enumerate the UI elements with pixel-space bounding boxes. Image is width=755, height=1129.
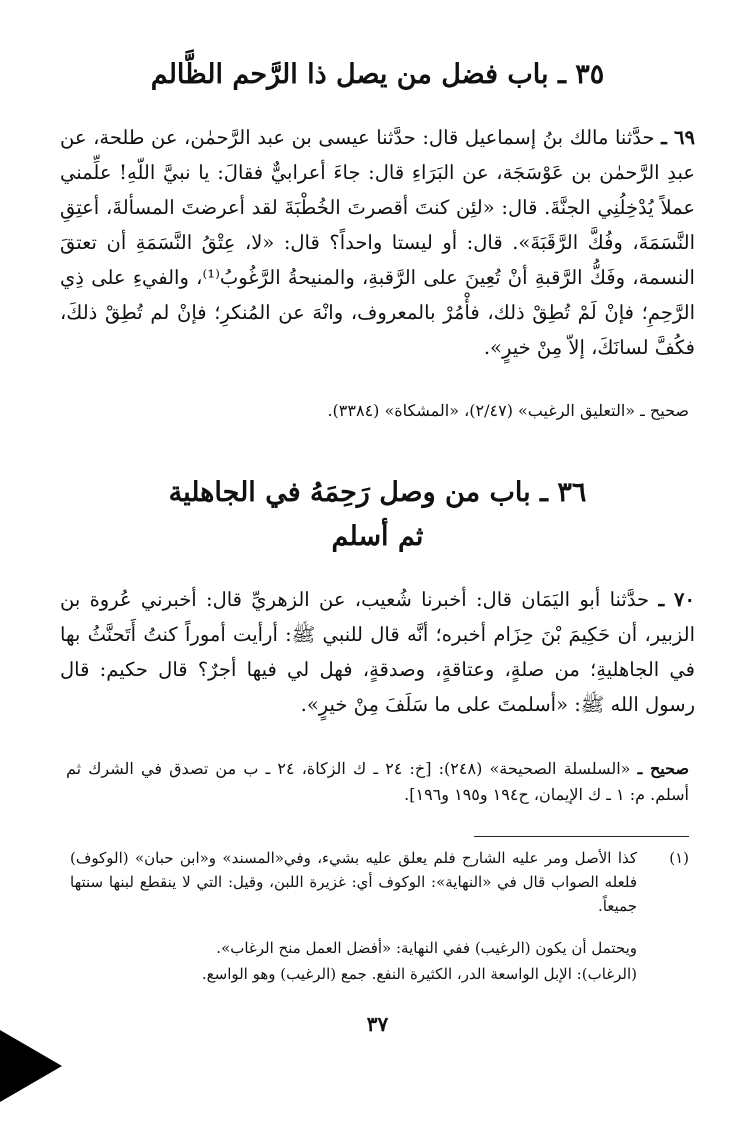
hadith-70 [60,582,695,722]
chapter-title-line-1: ٣٦ ـ باب من وصل رَحِمَهُ في الجاهلية [168,477,587,508]
hadith-number: ٦٩ ـ [661,126,695,149]
footnote-note-2: (الرغاب): الإبل الواسعة الدر، الكثيرة النفع. جمع (الرغيب) وهو الواسع. [201,965,637,983]
page-number: ٣٧ [366,1012,389,1036]
hadith-69-grading: صحيح ـ «التعليق الرغيب» (٢/٤٧)، «المشكاة» (٣٣٨٤). [327,401,689,420]
chapter-title-line-2: ثم أسلم [331,521,424,552]
grading-label: صحيح ـ [637,759,690,778]
footnote-1 [70,846,689,918]
hadith-number: ٧٠ ـ [658,588,695,611]
chapter-title: ٣٥ ـ باب فضل من يصل ذا الرَّحم الظَّالم [150,59,605,90]
hadith-text: حدَّثنا أبو اليَمَان قال: أخبرنا شُعيب، عن الزهريِّ قال: أخبرني عُروة بن الزبير، أن حَكِيمَ بْنَ حِزَام أخبره؛ أنَّه قال للنبي ﷺ: أرأيت أموراً كنتُ أَتَحنَّثُ بها في الجاهليةِ؛ من صلةٍ، وعتاقةٍ، وصدقةٍ، فهل لي فيها أجرٌ؟ قال حكيم: قال رسول الله ﷺ: «أسلمتَ على ما سَلَفَ مِنْ خيرٍ». [60,588,695,716]
hadith-69 [60,120,695,365]
hadith-text: حدَّثنا مالك بنُ إسماعيل قال: حدَّثنا عيسى بن عبد الرَّحمٰن، عن طلحة، عن عبدِ الرَّحمٰن بن عَوْسَجَة، عن البَرَاءِ قال: جاءَ أعرابيٌّ فقالَ: يا نبيَّ اللّهِ! علِّمني عملاً يُدْخِلُنِي الجنَّةَ. قال: «لئِن كنتَ أقصرتَ الخُطْبَةَ لقد أعرضتَ المسألةَ، أعتِقِ النَّسَمَةَ، وفُكَّ الرَّقَبَةَ». قال: أو ليستا واحداً؟ قال: «لا، عِتْقُ النَّسَمَةِ أن تعتقَ النسمة، وفَكُّ الرَّقبةِ أنْ تُعِينَ على الرَّقبةِ، والمنيحةُ الرَّغُوبُ⁽¹⁾، والفيءِ على ذِي الرَّحِمِ؛ فإنْ لَمْ تُطِقْ ذلك، فأْمُرْ بالمعروف، وانْهَ عن المُنكرِ؛ فإنْ لم تُطِقْ ذلكَ، فكُفَّ لسانَكَ، إلاّ مِنْ خيرٍ». [60,126,695,359]
grading-source: «السلسلة الصحيحة» (٢٤٨): [خ: ٢٤ ـ ك الزكاة، ٢٤ ـ ب من تصدق في الشرك ثم أسلم. م: ١ ـ ك الإيمان، ح١٩٤ و١٩٥ و١٩٦]. [66,759,689,804]
footnote-separator [474,836,689,837]
hadith-70-grading [66,756,689,808]
page-corner-triangle [0,1030,62,1102]
footnote-note-1: ويحتمل أن يكون (الرغيب) ففي النهاية: «أفضل العمل منح الرغاب». [216,939,637,957]
chapter-heading-36 [60,474,695,556]
footnote-text: كذا الأصل ومر عليه الشارح فلم يعلق عليه بشيء، وفي«المسند» و«ابن حبان» (الوكوف) فلعله الصواب قال في «النهاية»: الوكوف أي: غزيرة اللبن، وقيل: التي لا ينقطع لبنها سنتها جميعاً. [70,849,637,915]
chapter-heading-35 [60,56,695,94]
footnote-number: (١) [669,849,689,867]
